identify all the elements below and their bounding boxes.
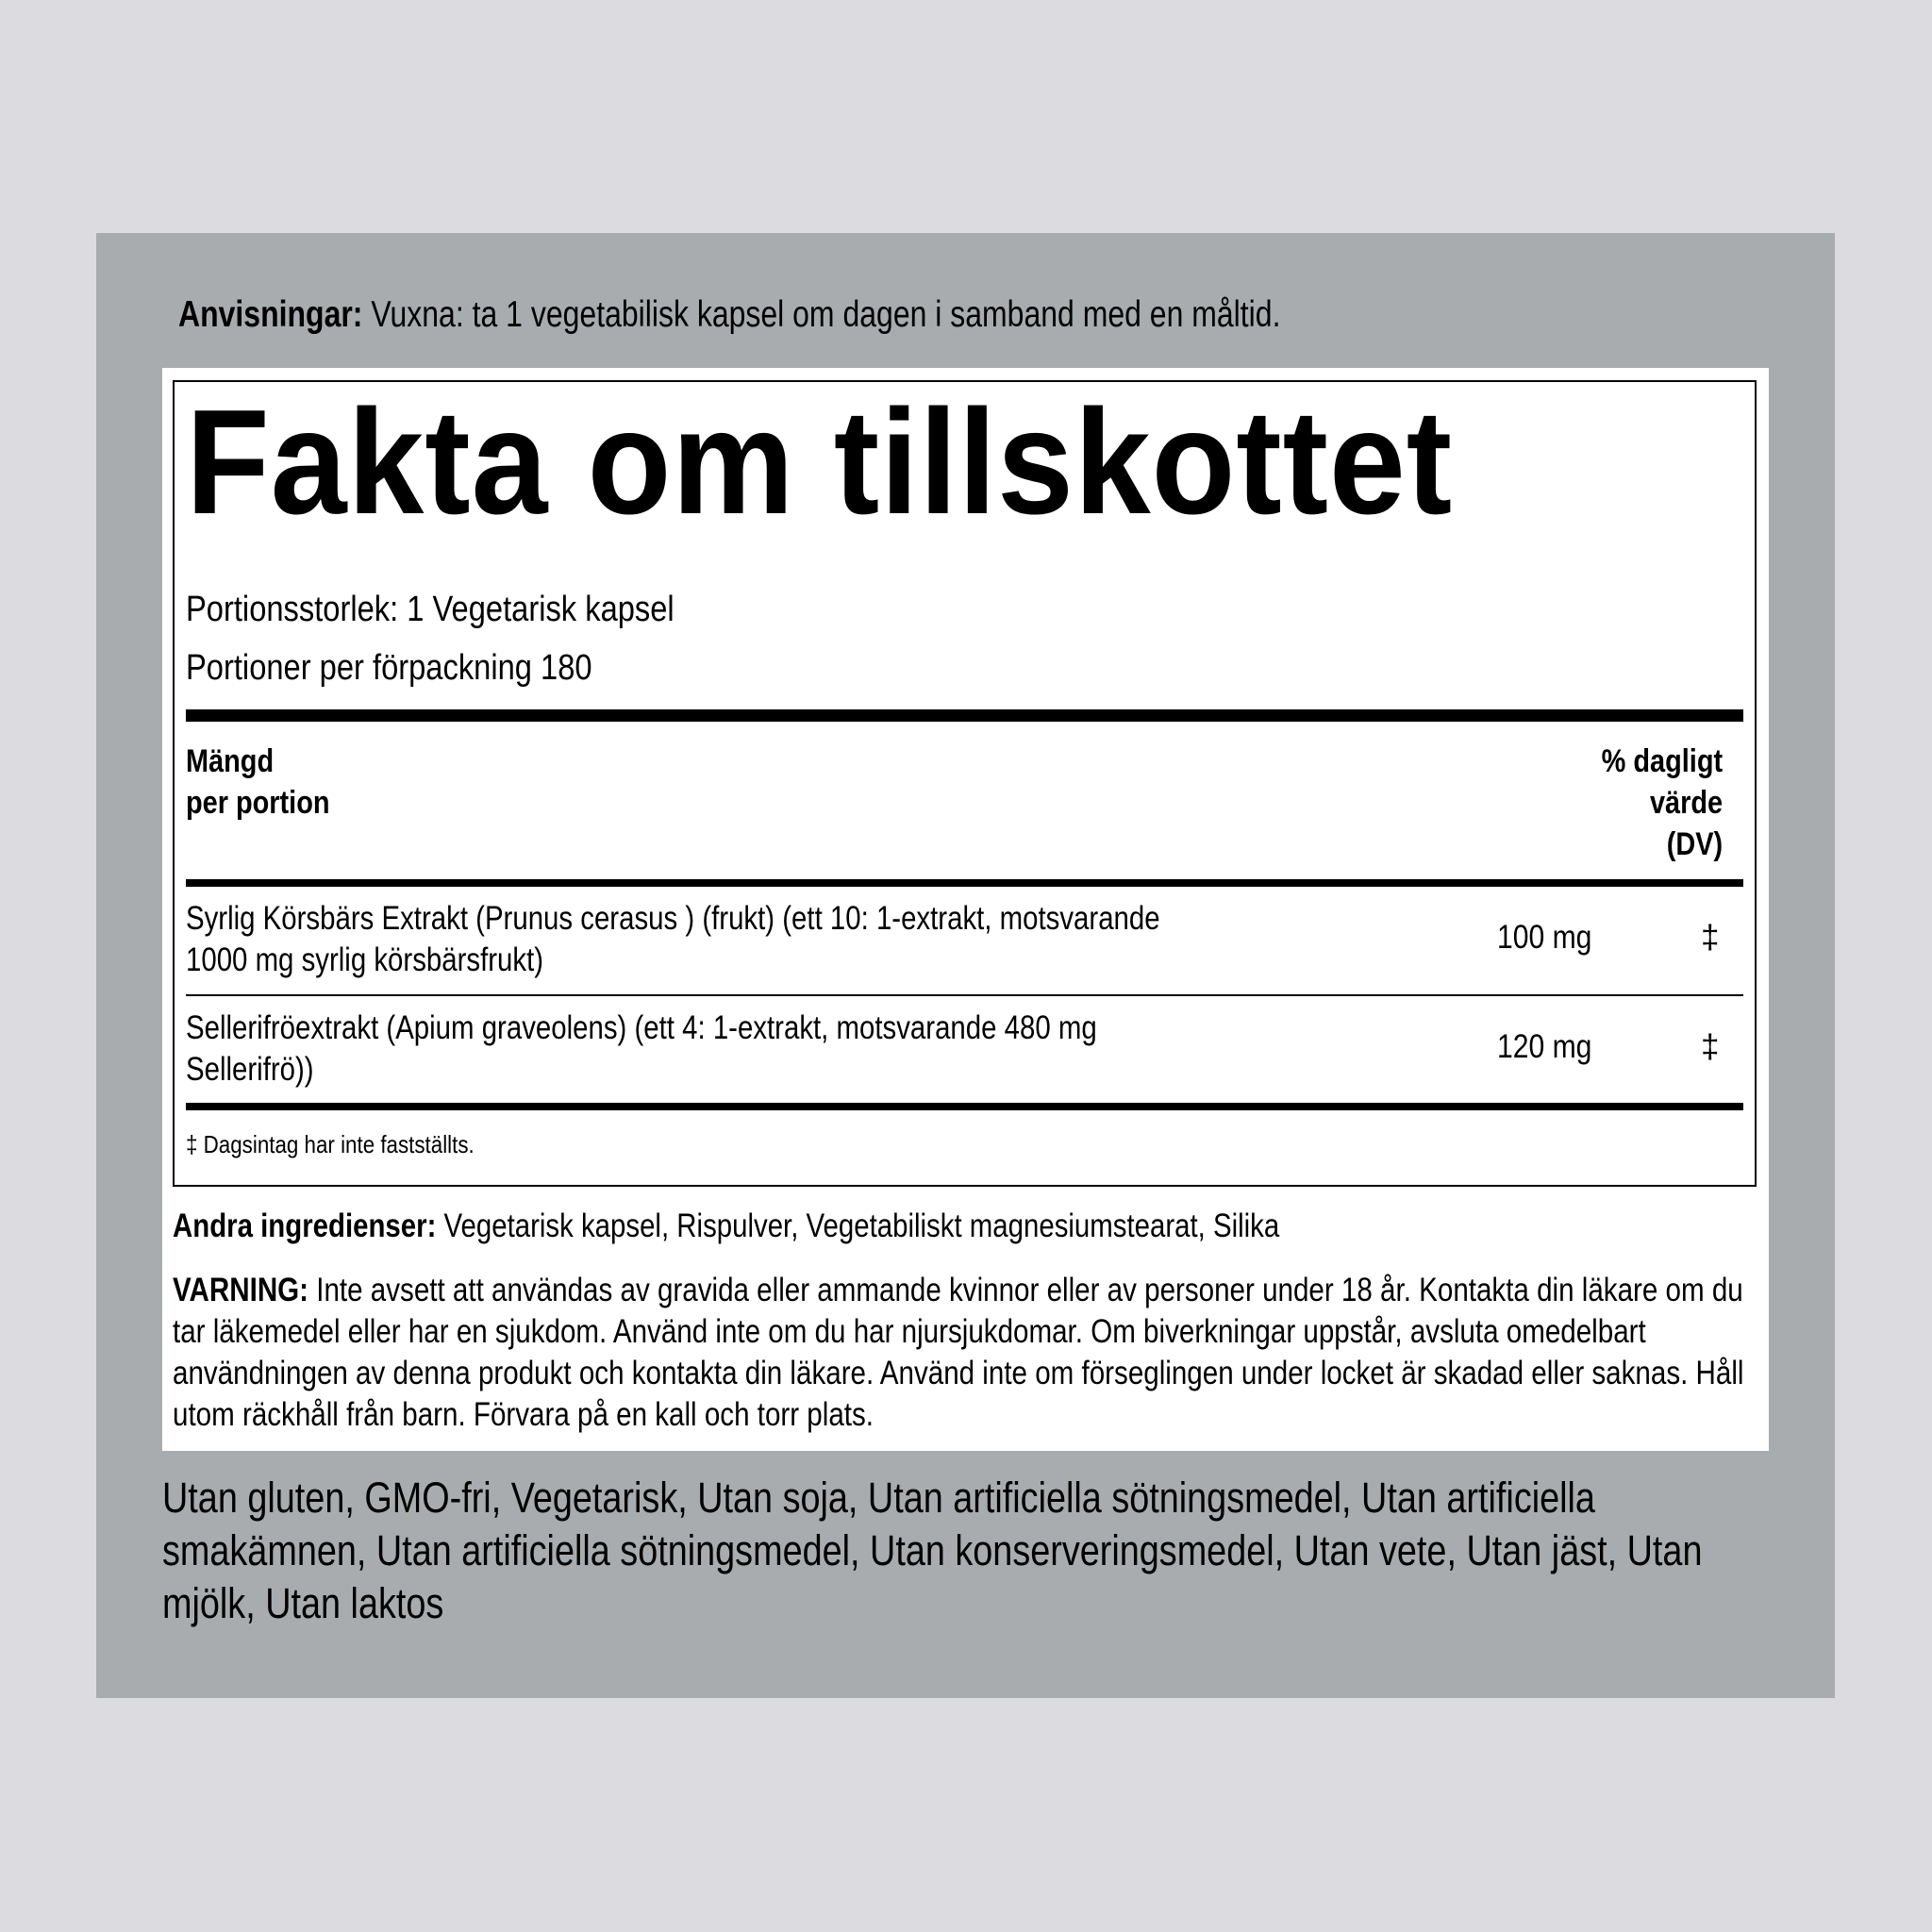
nutrient-row <box>186 996 1743 1102</box>
directions <box>178 294 1280 336</box>
facts-title: Fakta om tillskottet <box>186 379 1454 545</box>
nutrient-name <box>186 898 1160 981</box>
other-ingredients-label: Andra ingredienser: <box>173 1208 437 1244</box>
nutrient-row <box>186 887 1743 992</box>
nutrient-dv: ‡ <box>1701 919 1720 956</box>
warning-text <box>173 1270 1763 1436</box>
daily-value-header <box>1602 741 1723 865</box>
dv-header-line3: (DV) <box>1666 826 1723 862</box>
directions-label: Anvisningar: <box>178 294 363 335</box>
nutrient-name-line2: 1000 mg syrlig körsbärsfrukt) <box>186 941 544 978</box>
bottom-divider <box>186 1103 1743 1110</box>
warning-body: Inte avsett att användas av gravida eller ammande kvinnor eller av personer under 18 år. Kontakta din läkare om du tar läkemedel eller har en sjukdom. Använd inte om du har njursjukdomar. Om biverkningar uppstår, avsluta omedelbart användningen av denna produkt och kontakta din läkare. Använd inte om förseglingen under locket är skadad eller saknas. Håll utom räckhåll från barn. Förvara på en kall och torr plats. <box>173 1272 1744 1433</box>
other-ingredients <box>173 1208 1279 1245</box>
other-ingredients-text: Vegetarisk kapsel, Rispulver, Vegetabiliskt magnesiumstearat, Silika <box>436 1208 1280 1244</box>
supplement-facts-box <box>173 380 1757 1187</box>
dv-header-line2: värde <box>1649 785 1723 821</box>
nutrient-name-line1: Sellerifröextrakt (Apium graveolens) (ett 4: 1-extrakt, motsvarande 480 mg <box>186 1009 1097 1046</box>
amount-header-line2: per portion <box>186 785 330 821</box>
serving-size: Portionsstorlek: 1 Vegetarisk kapsel <box>186 590 675 629</box>
nutrient-amount: 120 mg <box>1497 1028 1592 1065</box>
nutrient-amount: 100 mg <box>1497 919 1592 956</box>
servings-per-container: Portioner per förpackning 180 <box>186 648 592 688</box>
nutrient-name-line1: Syrlig Körsbärs Extrakt (Prunus cerasus ) (frukt) (ett 10: 1-extrakt, motsvarande <box>186 900 1160 937</box>
footnote: ‡ Dagsintag har inte fastställts. <box>186 1130 475 1158</box>
nutrient-name-line2: Sellerifrö)) <box>186 1051 314 1088</box>
amount-per-serving-header <box>186 741 330 824</box>
thick-divider <box>186 709 1743 722</box>
medium-divider <box>186 879 1743 887</box>
amount-header-line1: Mängd <box>186 743 275 779</box>
dv-header-line1: % dagligt <box>1601 743 1723 779</box>
directions-text: Vuxna: ta 1 vegetabilisk kapsel om dagen i samband med en måltid. <box>362 294 1281 335</box>
warning-label: VARNING: <box>173 1272 309 1308</box>
nutrient-dv: ‡ <box>1701 1028 1720 1065</box>
product-claims: Utan gluten, GMO-fri, Vegetarisk, Utan soja, Utan artificiella sötningsmedel, Utan artificiella smakämnen, Utan artificiella sötningsmedel, Utan konserveringsmedel, Utan vete, Utan jäst, Utan mjölk, Utan laktos <box>162 1474 1703 1627</box>
nutrient-name <box>186 1008 1097 1091</box>
